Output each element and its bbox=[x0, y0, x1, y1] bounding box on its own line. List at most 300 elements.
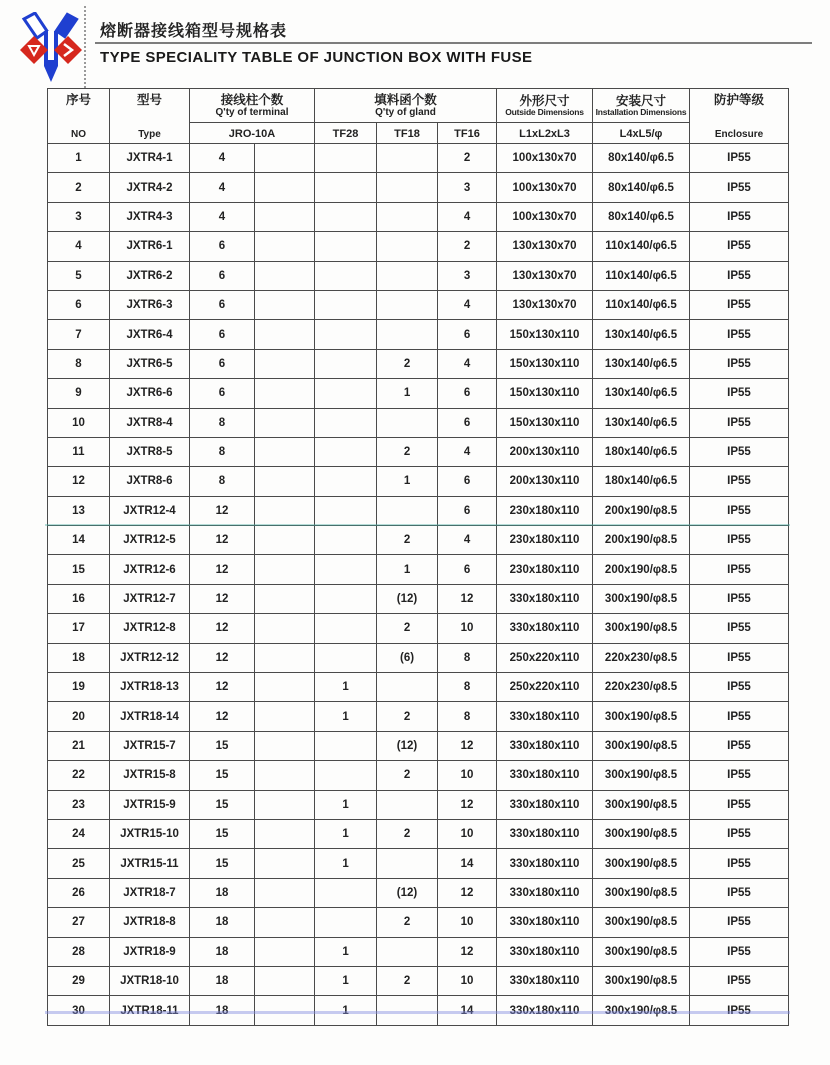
cell-outside-dimensions: 230x180x110 bbox=[497, 496, 593, 525]
cell-type: JXTR12-5 bbox=[110, 526, 190, 555]
cell-tf28 bbox=[315, 908, 377, 937]
spec-table bbox=[47, 88, 789, 1026]
cell-tf28 bbox=[315, 555, 377, 584]
cell-jro-extra bbox=[255, 966, 315, 995]
cell-no: 9 bbox=[48, 379, 110, 408]
cell-no: 29 bbox=[48, 966, 110, 995]
cell-outside-dimensions: 330x180x110 bbox=[497, 937, 593, 966]
cell-outside-dimensions: 330x180x110 bbox=[497, 966, 593, 995]
table-row bbox=[48, 202, 789, 231]
cell-type: JXTR15-9 bbox=[110, 790, 190, 819]
logo-left-diamond bbox=[20, 36, 48, 64]
col-header-enclosure-en: Enclosure bbox=[714, 129, 764, 140]
cell-installation-dimensions: 110x140/φ6.5 bbox=[593, 232, 690, 261]
cell-tf16: 4 bbox=[438, 349, 497, 378]
cell-type: JXTR12-8 bbox=[110, 614, 190, 643]
cell-no: 7 bbox=[48, 320, 110, 349]
cell-no: 2 bbox=[48, 173, 110, 202]
cell-no: 5 bbox=[48, 261, 110, 290]
cell-outside-dimensions: 330x180x110 bbox=[497, 790, 593, 819]
cell-tf16: 10 bbox=[438, 614, 497, 643]
subheader-tf16 bbox=[438, 123, 497, 144]
cell-no: 23 bbox=[48, 790, 110, 819]
cell-installation-dimensions: 130x140/φ6.5 bbox=[593, 408, 690, 437]
cell-type: JXTR12-4 bbox=[110, 496, 190, 525]
cell-tf16: 12 bbox=[438, 937, 497, 966]
cell-outside-dimensions: 330x180x110 bbox=[497, 996, 593, 1025]
cell-tf16: 3 bbox=[438, 173, 497, 202]
subheader-l1l2l3 bbox=[497, 123, 593, 144]
table-row bbox=[48, 467, 789, 496]
cell-tf16: 12 bbox=[438, 731, 497, 760]
table-row bbox=[48, 996, 789, 1025]
cell-jro-extra bbox=[255, 584, 315, 613]
cell-installation-dimensions: 300x190/φ8.5 bbox=[593, 849, 690, 878]
cell-jro-extra bbox=[255, 467, 315, 496]
cell-tf18: 2 bbox=[377, 966, 438, 995]
col-header-type-en: Type bbox=[138, 129, 161, 140]
cell-installation-dimensions: 300x190/φ8.5 bbox=[593, 878, 690, 907]
table-row bbox=[48, 966, 789, 995]
cell-tf28: 1 bbox=[315, 966, 377, 995]
cell-installation-dimensions: 220x230/φ8.5 bbox=[593, 673, 690, 702]
cell-tf18 bbox=[377, 673, 438, 702]
table-row bbox=[48, 144, 789, 173]
cell-tf16: 10 bbox=[438, 761, 497, 790]
table-row bbox=[48, 408, 789, 437]
cell-enclosure: IP55 bbox=[690, 937, 789, 966]
cell-type: JXTR18-11 bbox=[110, 996, 190, 1025]
table-row bbox=[48, 819, 789, 848]
cell-tf28 bbox=[315, 467, 377, 496]
cell-tf16: 4 bbox=[438, 437, 497, 466]
cell-tf18 bbox=[377, 849, 438, 878]
cell-tf28: 1 bbox=[315, 819, 377, 848]
cell-no: 11 bbox=[48, 437, 110, 466]
table-row bbox=[48, 673, 789, 702]
cell-jro-qty: 18 bbox=[190, 908, 255, 937]
cell-jro-qty: 6 bbox=[190, 232, 255, 261]
cell-no: 12 bbox=[48, 467, 110, 496]
cell-installation-dimensions: 300x190/φ8.5 bbox=[593, 702, 690, 731]
cell-no: 20 bbox=[48, 702, 110, 731]
col-header-gland bbox=[315, 89, 497, 123]
cell-type: JXTR12-6 bbox=[110, 555, 190, 584]
cell-tf28 bbox=[315, 320, 377, 349]
cell-jro-qty: 18 bbox=[190, 996, 255, 1025]
cell-no: 27 bbox=[48, 908, 110, 937]
cell-tf28 bbox=[315, 584, 377, 613]
cell-jro-qty: 12 bbox=[190, 643, 255, 672]
cell-enclosure: IP55 bbox=[690, 790, 789, 819]
col-header-outside-en: Outside Dimensions bbox=[505, 107, 584, 117]
cell-installation-dimensions: 300x190/φ8.5 bbox=[593, 819, 690, 848]
cell-jro-qty: 8 bbox=[190, 437, 255, 466]
cell-enclosure: IP55 bbox=[690, 996, 789, 1025]
cell-outside-dimensions: 150x130x110 bbox=[497, 408, 593, 437]
cell-type: JXTR12-7 bbox=[110, 584, 190, 613]
cell-jro-extra bbox=[255, 878, 315, 907]
cell-tf16: 12 bbox=[438, 584, 497, 613]
cell-type: JXTR6-5 bbox=[110, 349, 190, 378]
cell-jro-extra bbox=[255, 614, 315, 643]
cell-type: JXTR18-8 bbox=[110, 908, 190, 937]
cell-tf18 bbox=[377, 144, 438, 173]
page-title-zh: 熔断器接线箱型号规格表 bbox=[100, 23, 288, 40]
cell-tf18: 2 bbox=[377, 526, 438, 555]
cell-tf16: 6 bbox=[438, 379, 497, 408]
cell-no: 25 bbox=[48, 849, 110, 878]
cell-jro-qty: 8 bbox=[190, 467, 255, 496]
cell-tf28 bbox=[315, 349, 377, 378]
cell-installation-dimensions: 110x140/φ6.5 bbox=[593, 261, 690, 290]
cell-tf28 bbox=[315, 261, 377, 290]
table-row bbox=[48, 849, 789, 878]
col-header-type bbox=[110, 89, 190, 144]
cell-tf28: 1 bbox=[315, 702, 377, 731]
cell-tf28 bbox=[315, 731, 377, 760]
cell-type: JXTR12-12 bbox=[110, 643, 190, 672]
table-row bbox=[48, 349, 789, 378]
table-row bbox=[48, 232, 789, 261]
cell-type: JXTR6-1 bbox=[110, 232, 190, 261]
cell-outside-dimensions: 330x180x110 bbox=[497, 819, 593, 848]
cell-jro-extra bbox=[255, 526, 315, 555]
cell-tf18 bbox=[377, 408, 438, 437]
cell-tf18: 2 bbox=[377, 437, 438, 466]
cell-type: JXTR4-2 bbox=[110, 173, 190, 202]
cell-jro-qty: 6 bbox=[190, 261, 255, 290]
cell-tf18 bbox=[377, 996, 438, 1025]
cell-installation-dimensions: 200x190/φ8.5 bbox=[593, 526, 690, 555]
cell-tf18: 2 bbox=[377, 614, 438, 643]
cell-enclosure: IP55 bbox=[690, 290, 789, 319]
cell-jro-qty: 6 bbox=[190, 320, 255, 349]
cell-tf16: 4 bbox=[438, 290, 497, 319]
cell-type: JXTR4-1 bbox=[110, 144, 190, 173]
cell-no: 3 bbox=[48, 202, 110, 231]
cell-outside-dimensions: 330x180x110 bbox=[497, 584, 593, 613]
table-row bbox=[48, 702, 789, 731]
cell-tf28 bbox=[315, 496, 377, 525]
col-header-install-zh: 安装尺寸 bbox=[616, 94, 667, 108]
cell-no: 28 bbox=[48, 937, 110, 966]
cell-outside-dimensions: 100x130x70 bbox=[497, 202, 593, 231]
table-row bbox=[48, 320, 789, 349]
cell-tf16: 14 bbox=[438, 996, 497, 1025]
cell-no: 4 bbox=[48, 232, 110, 261]
cell-installation-dimensions: 180x140/φ6.5 bbox=[593, 437, 690, 466]
cell-enclosure: IP55 bbox=[690, 731, 789, 760]
cell-outside-dimensions: 150x130x110 bbox=[497, 320, 593, 349]
cell-tf18: 2 bbox=[377, 908, 438, 937]
cell-tf18 bbox=[377, 232, 438, 261]
table-row bbox=[48, 643, 789, 672]
cell-installation-dimensions: 80x140/φ6.5 bbox=[593, 173, 690, 202]
cell-tf16: 10 bbox=[438, 908, 497, 937]
cell-enclosure: IP55 bbox=[690, 408, 789, 437]
table-row bbox=[48, 937, 789, 966]
cell-tf18 bbox=[377, 261, 438, 290]
cell-installation-dimensions: 300x190/φ8.5 bbox=[593, 966, 690, 995]
cell-enclosure: IP55 bbox=[690, 761, 789, 790]
cell-tf16: 6 bbox=[438, 320, 497, 349]
cell-installation-dimensions: 300x190/φ8.5 bbox=[593, 908, 690, 937]
cell-installation-dimensions: 80x140/φ6.5 bbox=[593, 144, 690, 173]
cell-tf16: 6 bbox=[438, 467, 497, 496]
cell-outside-dimensions: 230x180x110 bbox=[497, 526, 593, 555]
cell-jro-qty: 12 bbox=[190, 555, 255, 584]
cell-tf28 bbox=[315, 202, 377, 231]
cell-tf16: 10 bbox=[438, 966, 497, 995]
cell-installation-dimensions: 300x190/φ8.5 bbox=[593, 731, 690, 760]
cell-tf16: 12 bbox=[438, 878, 497, 907]
cell-jro-qty: 6 bbox=[190, 290, 255, 319]
cell-jro-qty: 15 bbox=[190, 761, 255, 790]
cell-no: 6 bbox=[48, 290, 110, 319]
col-header-terminal bbox=[190, 89, 315, 123]
cell-jro-extra bbox=[255, 320, 315, 349]
cell-enclosure: IP55 bbox=[690, 379, 789, 408]
cell-outside-dimensions: 250x220x110 bbox=[497, 673, 593, 702]
table-row bbox=[48, 290, 789, 319]
cell-installation-dimensions: 300x190/φ8.5 bbox=[593, 614, 690, 643]
cell-outside-dimensions: 130x130x70 bbox=[497, 290, 593, 319]
cell-tf18 bbox=[377, 790, 438, 819]
cell-outside-dimensions: 200x130x110 bbox=[497, 467, 593, 496]
cell-tf18: 1 bbox=[377, 555, 438, 584]
cell-jro-qty: 15 bbox=[190, 819, 255, 848]
table-row bbox=[48, 761, 789, 790]
cell-jro-extra bbox=[255, 702, 315, 731]
cell-outside-dimensions: 330x180x110 bbox=[497, 761, 593, 790]
cell-outside-dimensions: 330x180x110 bbox=[497, 702, 593, 731]
subheader-l1l2l3-label: L1xL2xL3 bbox=[519, 128, 570, 140]
cell-enclosure: IP55 bbox=[690, 643, 789, 672]
col-header-install bbox=[593, 89, 690, 123]
cell-tf18 bbox=[377, 320, 438, 349]
cell-tf18 bbox=[377, 173, 438, 202]
cell-no: 8 bbox=[48, 349, 110, 378]
cell-outside-dimensions: 330x180x110 bbox=[497, 614, 593, 643]
cell-jro-qty: 4 bbox=[190, 144, 255, 173]
cell-no: 22 bbox=[48, 761, 110, 790]
cell-type: JXTR8-4 bbox=[110, 408, 190, 437]
cell-tf16: 4 bbox=[438, 526, 497, 555]
cell-type: JXTR15-8 bbox=[110, 761, 190, 790]
cell-jro-qty: 12 bbox=[190, 673, 255, 702]
col-header-terminal-en: Q'ty of terminal bbox=[215, 107, 289, 118]
subheader-tf28 bbox=[315, 123, 377, 144]
cell-tf28 bbox=[315, 761, 377, 790]
cell-enclosure: IP55 bbox=[690, 878, 789, 907]
cell-no: 18 bbox=[48, 643, 110, 672]
cell-enclosure: IP55 bbox=[690, 702, 789, 731]
cell-no: 14 bbox=[48, 526, 110, 555]
cell-jro-qty: 18 bbox=[190, 966, 255, 995]
cell-tf16: 8 bbox=[438, 673, 497, 702]
cell-enclosure: IP55 bbox=[690, 202, 789, 231]
cell-jro-extra bbox=[255, 408, 315, 437]
cell-jro-qty: 18 bbox=[190, 937, 255, 966]
table-body bbox=[48, 144, 789, 1026]
cell-no: 1 bbox=[48, 144, 110, 173]
cell-jro-extra bbox=[255, 731, 315, 760]
cell-type: JXTR4-3 bbox=[110, 202, 190, 231]
cell-enclosure: IP55 bbox=[690, 614, 789, 643]
cell-jro-extra bbox=[255, 937, 315, 966]
cell-jro-qty: 12 bbox=[190, 526, 255, 555]
cell-tf18 bbox=[377, 496, 438, 525]
cell-tf28 bbox=[315, 614, 377, 643]
cell-installation-dimensions: 180x140/φ6.5 bbox=[593, 467, 690, 496]
cell-no: 26 bbox=[48, 878, 110, 907]
cell-outside-dimensions: 230x180x110 bbox=[497, 555, 593, 584]
cell-enclosure: IP55 bbox=[690, 966, 789, 995]
cell-tf18: 2 bbox=[377, 349, 438, 378]
col-header-outside bbox=[497, 89, 593, 123]
cell-jro-extra bbox=[255, 379, 315, 408]
logo-right-diamond bbox=[54, 36, 82, 64]
table-row bbox=[48, 261, 789, 290]
cell-tf28 bbox=[315, 437, 377, 466]
cell-tf28 bbox=[315, 878, 377, 907]
col-header-enclosure-zh: 防护等级 bbox=[714, 93, 765, 107]
table-row bbox=[48, 379, 789, 408]
cell-jro-qty: 12 bbox=[190, 614, 255, 643]
cell-installation-dimensions: 300x190/φ8.5 bbox=[593, 761, 690, 790]
table-row bbox=[48, 555, 789, 584]
cell-type: JXTR6-4 bbox=[110, 320, 190, 349]
cell-outside-dimensions: 200x130x110 bbox=[497, 437, 593, 466]
cell-jro-extra bbox=[255, 437, 315, 466]
cell-installation-dimensions: 130x140/φ6.5 bbox=[593, 379, 690, 408]
col-header-gland-zh: 填料函个数 bbox=[374, 93, 437, 107]
cell-outside-dimensions: 100x130x70 bbox=[497, 144, 593, 173]
cell-enclosure: IP55 bbox=[690, 467, 789, 496]
cell-jro-qty: 12 bbox=[190, 702, 255, 731]
cell-tf16: 6 bbox=[438, 496, 497, 525]
cell-no: 13 bbox=[48, 496, 110, 525]
cell-no: 21 bbox=[48, 731, 110, 760]
cell-jro-extra bbox=[255, 790, 315, 819]
cell-tf16: 8 bbox=[438, 702, 497, 731]
cell-enclosure: IP55 bbox=[690, 496, 789, 525]
subheader-tf16-label: TF16 bbox=[454, 128, 480, 140]
col-header-terminal-zh: 接线柱个数 bbox=[220, 93, 284, 107]
cell-enclosure: IP55 bbox=[690, 437, 789, 466]
cell-jro-extra bbox=[255, 643, 315, 672]
table-row bbox=[48, 496, 789, 525]
cell-tf16: 2 bbox=[438, 232, 497, 261]
cell-jro-extra bbox=[255, 673, 315, 702]
table-row bbox=[48, 526, 789, 555]
cell-type: JXTR18-10 bbox=[110, 966, 190, 995]
page-title-en: TYPE SPECIALITY TABLE OF JUNCTION BOX WITH FUSE bbox=[100, 49, 533, 66]
cell-tf28: 1 bbox=[315, 673, 377, 702]
cell-no: 10 bbox=[48, 408, 110, 437]
cell-jro-qty: 4 bbox=[190, 202, 255, 231]
cell-jro-extra bbox=[255, 996, 315, 1025]
subheader-l4l5-label: L4xL5/φ bbox=[619, 128, 663, 140]
cell-tf16: 6 bbox=[438, 555, 497, 584]
cell-jro-qty: 18 bbox=[190, 878, 255, 907]
cell-jro-qty: 8 bbox=[190, 408, 255, 437]
cell-type: JXTR18-7 bbox=[110, 878, 190, 907]
cell-enclosure: IP55 bbox=[690, 144, 789, 173]
table-row bbox=[48, 173, 789, 202]
cell-enclosure: IP55 bbox=[690, 673, 789, 702]
cell-installation-dimensions: 80x140/φ6.5 bbox=[593, 202, 690, 231]
title-rule bbox=[95, 42, 812, 44]
cell-tf18: 1 bbox=[377, 379, 438, 408]
cell-tf18: 2 bbox=[377, 761, 438, 790]
table-row bbox=[48, 908, 789, 937]
cell-jro-qty: 15 bbox=[190, 790, 255, 819]
table-row bbox=[48, 878, 789, 907]
cell-no: 16 bbox=[48, 584, 110, 613]
col-header-enclosure bbox=[690, 89, 789, 144]
subheader-l4l5 bbox=[593, 123, 690, 144]
cell-tf16: 2 bbox=[438, 144, 497, 173]
cell-tf16: 10 bbox=[438, 819, 497, 848]
cell-installation-dimensions: 300x190/φ8.5 bbox=[593, 996, 690, 1025]
cell-enclosure: IP55 bbox=[690, 232, 789, 261]
header-divider bbox=[84, 6, 86, 88]
cell-jro-extra bbox=[255, 232, 315, 261]
cell-tf18 bbox=[377, 290, 438, 319]
cell-no: 19 bbox=[48, 673, 110, 702]
cell-enclosure: IP55 bbox=[690, 849, 789, 878]
cell-outside-dimensions: 330x180x110 bbox=[497, 731, 593, 760]
cell-jro-qty: 12 bbox=[190, 496, 255, 525]
cell-outside-dimensions: 150x130x110 bbox=[497, 349, 593, 378]
col-header-gland-en: Q'ty of gland bbox=[375, 107, 436, 118]
cell-outside-dimensions: 330x180x110 bbox=[497, 849, 593, 878]
cell-installation-dimensions: 130x140/φ6.5 bbox=[593, 320, 690, 349]
cell-jro-extra bbox=[255, 496, 315, 525]
col-header-no bbox=[48, 89, 110, 144]
cell-tf16: 12 bbox=[438, 790, 497, 819]
cell-outside-dimensions: 330x180x110 bbox=[497, 878, 593, 907]
cell-installation-dimensions: 300x190/φ8.5 bbox=[593, 790, 690, 819]
cell-tf18 bbox=[377, 937, 438, 966]
cell-jro-qty: 6 bbox=[190, 349, 255, 378]
cell-installation-dimensions: 110x140/φ6.5 bbox=[593, 290, 690, 319]
cell-tf18 bbox=[377, 202, 438, 231]
subheader-jro-10a-label: JRO-10A bbox=[228, 128, 276, 140]
cell-enclosure: IP55 bbox=[690, 584, 789, 613]
col-header-no-zh: 序号 bbox=[65, 93, 91, 107]
cell-jro-extra bbox=[255, 202, 315, 231]
cell-enclosure: IP55 bbox=[690, 349, 789, 378]
cell-enclosure: IP55 bbox=[690, 908, 789, 937]
cell-type: JXTR8-5 bbox=[110, 437, 190, 466]
cell-tf28 bbox=[315, 643, 377, 672]
cell-tf16: 14 bbox=[438, 849, 497, 878]
subheader-tf28-label: TF28 bbox=[332, 128, 359, 140]
cell-enclosure: IP55 bbox=[690, 261, 789, 290]
cell-jro-qty: 15 bbox=[190, 731, 255, 760]
cell-tf18: 2 bbox=[377, 702, 438, 731]
cell-no: 30 bbox=[48, 996, 110, 1025]
cell-installation-dimensions: 220x230/φ8.5 bbox=[593, 643, 690, 672]
cell-type: JXTR6-2 bbox=[110, 261, 190, 290]
col-header-outside-zh: 外形尺寸 bbox=[519, 94, 570, 108]
cell-tf16: 3 bbox=[438, 261, 497, 290]
table-row bbox=[48, 790, 789, 819]
cell-type: JXTR15-11 bbox=[110, 849, 190, 878]
